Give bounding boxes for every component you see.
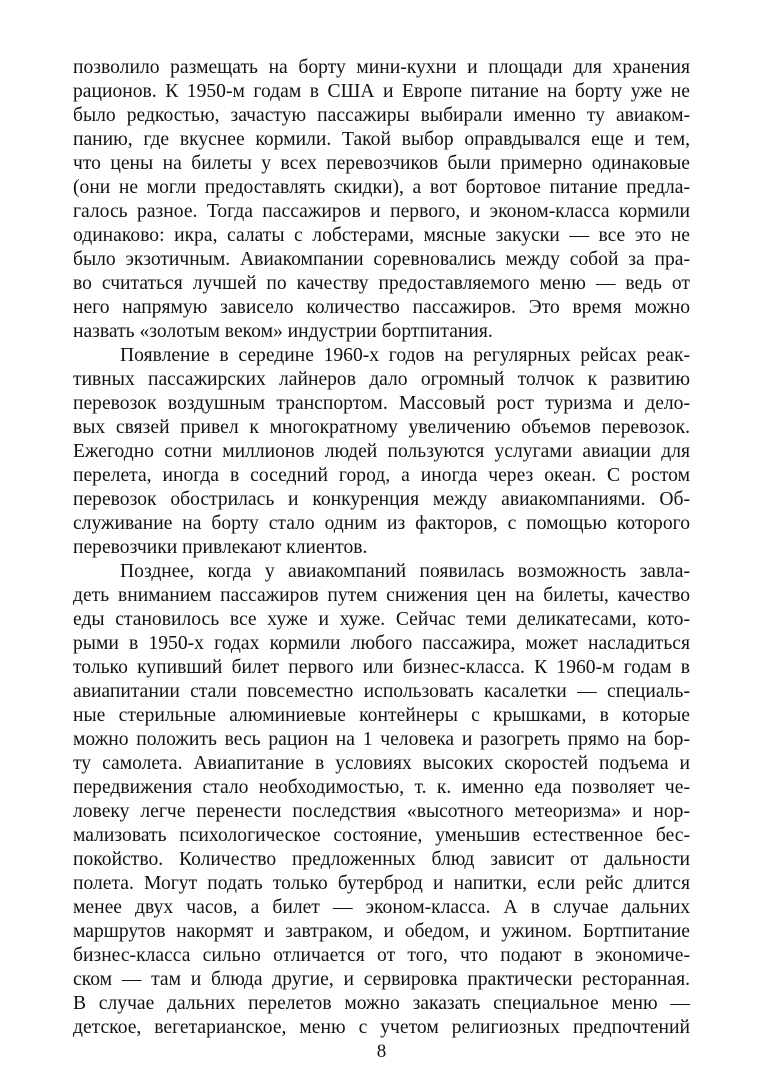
text-line: ском — там и блюда другие, и сервировка практически ресторанная. bbox=[73, 969, 690, 990]
text-line: позволило размещать на борту мини-кухни и площади для хранения bbox=[73, 57, 690, 78]
text-line: деть вниманием пассажиров путем снижения цен на билеты, качество bbox=[73, 585, 690, 606]
text-line: передвижения стало необходимостью, т. к. именно еда позволяет че- bbox=[73, 777, 690, 798]
page-number: 8 bbox=[376, 1041, 387, 1062]
paragraph-first-line: Позднее, когда у авиакомпаний появилась возможность завла- bbox=[120, 561, 690, 582]
text-line: галось разное. Тогда пассажиров и первого, и эконом-класса кормили bbox=[73, 201, 690, 222]
paragraph-first-line: Появление в середине 1960-х годов на регулярных рейсах реак- bbox=[120, 345, 690, 366]
text-line: (они не могли предоставлять скидки), а вот бортовое питание предла- bbox=[73, 177, 690, 198]
text-line: тивных пассажирских лайнеров дало огромный толчок к развитию bbox=[73, 369, 690, 390]
text-line: во считаться лучшей по качеству предоставляемого меню — ведь от bbox=[73, 273, 690, 294]
text-line: В случае дальних перелетов можно заказать специальное меню — bbox=[73, 993, 690, 1014]
text-line: было экзотичным. Авиакомпании соревновались между собой за пра- bbox=[73, 249, 690, 270]
text-line: рационов. К 1950-м годам в США и Европе питание на борту уже не bbox=[73, 81, 690, 102]
text-line: служивание на борту стало одним из факторов, с помощью которого bbox=[73, 513, 690, 534]
text-line: рыми в 1950-х годах кормили любого пассажира, может насладиться bbox=[73, 633, 690, 654]
text-line: менее двух часов, а билет — эконом-класса. А в случае дальних bbox=[73, 897, 690, 918]
text-line: что цены на билеты у всех перевозчиков были примерно одинаковые bbox=[73, 153, 690, 174]
text-line: перевозок воздушным транспортом. Массовый рост туризма и дело- bbox=[73, 393, 690, 414]
text-line: назвать «золотым веком» индустрии бортпитания. bbox=[73, 321, 493, 342]
text-line: перевозчики привлекают клиентов. bbox=[73, 537, 368, 558]
text-line: перелета, иногда в соседний город, а иногда через океан. С ростом bbox=[73, 465, 690, 486]
text-line: бизнес-класса сильно отличается от того, что подают в экономиче- bbox=[73, 945, 690, 966]
text-line: мализовать психологическое состояние, уменьшив естественное бес- bbox=[73, 825, 690, 846]
text-line: перевозок обострилась и конкуренция между авиакомпаниями. Об- bbox=[73, 489, 690, 510]
text-line: только купивший билет первого или бизнес-класса. К 1960-м годам в bbox=[73, 657, 690, 678]
text-line: него напрямую зависело количество пассажиров. Это время можно bbox=[73, 297, 690, 318]
text-line: полета. Могут подать только бутерброд и напитки, если рейс длится bbox=[73, 873, 690, 894]
text-line: ту самолета. Авиапитание в условиях высоких скоростей подъема и bbox=[73, 753, 690, 774]
text-line: ные стерильные алюминиевые контейнеры с крышками, в которые bbox=[73, 705, 690, 726]
text-line: можно положить весь рацион на 1 человека и разогреть прямо на бор- bbox=[73, 729, 690, 750]
text-line: Ежегодно сотни миллионов людей пользуются услугами авиации для bbox=[73, 441, 690, 462]
text-line: панию, где вкуснее кормили. Такой выбор оправдывался еще и тем, bbox=[73, 129, 690, 150]
text-line: детское, вегетарианское, меню с учетом религиозных предпочтений bbox=[73, 1017, 690, 1038]
text-line: покойство. Количество предложенных блюд зависит от дальности bbox=[73, 849, 690, 870]
text-line: вых связей привел к многократному увеличению объемов перевозок. bbox=[73, 417, 690, 438]
text-line: одинаково: икра, салаты с лобстерами, мясные закуски — все это не bbox=[73, 225, 690, 246]
text-line: маршрутов накормят и завтраком, и обедом, и ужином. Бортпитание bbox=[73, 921, 690, 942]
text-line: ловеку легче перенести последствия «высотного метеоризма» и нор- bbox=[73, 801, 690, 822]
text-line: авиапитании стали повсеместно использовать касалетки — специаль- bbox=[73, 681, 690, 702]
text-line: было редкостью, зачастую пассажиры выбирали именно ту авиаком- bbox=[73, 105, 690, 126]
text-line: еды становилось все хуже и хуже. Сейчас теми деликатесами, кото- bbox=[73, 609, 690, 630]
